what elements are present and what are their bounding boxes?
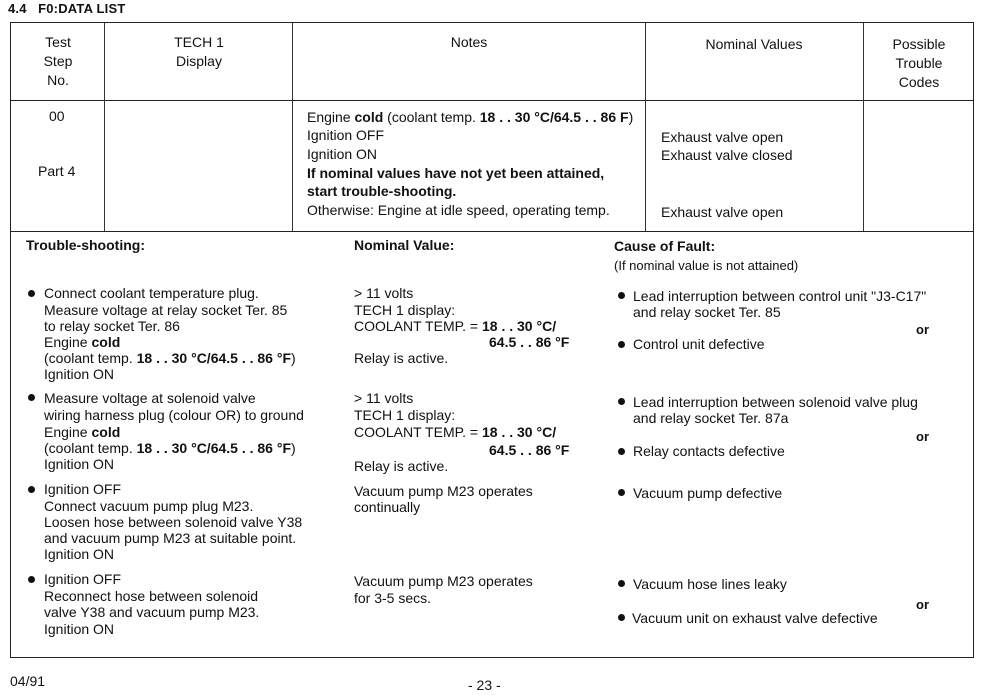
step-number: 00 [49, 108, 65, 124]
cause-text: and relay socket Ter. 87a [633, 410, 789, 426]
header-trouble-codes-line: Possible [892, 36, 946, 52]
nominal-label: COOLANT TEMP. = [354, 318, 482, 334]
troubleshooting-step: Connect vacuum pump plug M23. [44, 498, 254, 514]
nominal-text: Relay is active. [354, 350, 449, 366]
troubleshooting-step: Connect coolant temperature plug. [44, 285, 259, 301]
cause-text: Lead interruption between control unit "J3-C17" [633, 288, 927, 304]
step-bold: cold [91, 424, 121, 440]
nominal-value-heading: Nominal Value: [354, 237, 455, 253]
troubleshooting-step: Measure voltage at relay socket Ter. 85 [44, 302, 288, 318]
cause-heading: Cause of Fault: [614, 238, 716, 254]
notes-line: Ignition ON [307, 146, 378, 162]
bullet-icon [618, 341, 625, 348]
section-title: F0:DATA LIST [38, 1, 126, 16]
notes-line: start trouble-shooting. [307, 183, 457, 199]
header-trouble-codes-line: Codes [898, 74, 940, 90]
or-label: or [916, 429, 929, 444]
cause-text: and relay socket Ter. 85 [633, 304, 781, 320]
nominal-value: Exhaust valve closed [661, 147, 793, 163]
cause-text: Lead interruption between solenoid valve plug [633, 394, 918, 410]
footer-date: 04/91 [10, 673, 46, 689]
troubleshooting-step: valve Y38 and vacuum pump M23. [44, 604, 260, 620]
step-bold: cold [91, 334, 121, 350]
header-tech1 [150, 33, 248, 71]
header-test-step-line: No. [47, 72, 69, 88]
notes-text: ) [628, 109, 634, 125]
nominal-bold: 18 . . 30 °C/ [482, 318, 557, 334]
troubleshooting-step: Ignition ON [44, 366, 115, 382]
notes-line: Otherwise: Engine at idle speed, operating temp. [307, 202, 610, 218]
notes-bold: cold [354, 109, 384, 125]
notes-bold: 18 . . 30 °C/64.5 . . 86 F [479, 109, 629, 125]
troubleshooting-step: wiring harness plug (colour OR) to ground [44, 407, 304, 423]
col-divider-2 [292, 23, 293, 231]
notes-text: (coolant temp. [383, 109, 480, 125]
nominal-text: for 3-5 secs. [354, 590, 432, 606]
section-heading [8, 1, 125, 16]
cause-subheading: (If nominal value is not attained) [614, 258, 799, 273]
col-divider-3 [645, 23, 646, 231]
troubleshooting-step: Ignition ON [44, 546, 115, 562]
nominal-label: COOLANT TEMP. = [354, 424, 482, 440]
bullet-icon [28, 290, 35, 297]
cause-text: Vacuum hose lines leaky [633, 576, 787, 592]
bullet-icon [618, 398, 625, 405]
cause-text: Vacuum pump defective [633, 485, 783, 501]
bullet-icon [618, 448, 625, 455]
notes-line [307, 108, 633, 127]
troubleshooting-step: Measure voltage at solenoid valve [44, 390, 256, 406]
nominal-text: > 11 volts [354, 285, 414, 301]
troubleshooting-heading: Trouble-shooting: [26, 237, 145, 253]
step-bold: 18 . . 30 °C/64.5 . . 86 °F [136, 440, 291, 456]
troubleshooting-step: Ignition ON [44, 621, 115, 637]
header-tech1-line: TECH 1 [174, 34, 224, 50]
step-text: ) [291, 440, 296, 456]
nominal-text: TECH 1 display: [354, 407, 456, 423]
header-tech1-line: Display [176, 53, 222, 69]
nominal-value: Exhaust valve open [661, 129, 784, 145]
step-text: (coolant temp. [44, 440, 137, 456]
nominal-text: 64.5 . . 86 °F [489, 334, 570, 350]
header-test-step-line: Step [43, 53, 73, 69]
col-divider-4 [863, 23, 864, 231]
header-trouble-codes [870, 35, 968, 92]
step-text: Engine [44, 424, 92, 440]
troubleshooting-step: Loosen hose between solenoid valve Y38 [44, 514, 303, 530]
bullet-icon [618, 614, 625, 621]
nominal-text: 64.5 . . 86 °F [489, 442, 570, 458]
troubleshooting-step: Ignition OFF [44, 481, 122, 497]
notes-line: If nominal values have not yet been attained, [307, 165, 605, 181]
header-nominal-values: Nominal Values [705, 36, 803, 52]
notes-text: Engine [307, 109, 355, 125]
step-bold: 18 . . 30 °C/64.5 . . 86 °F [136, 350, 291, 366]
nominal-text [354, 423, 556, 442]
nominal-text: TECH 1 display: [354, 302, 456, 318]
nominal-value: Exhaust valve open [661, 204, 784, 220]
header-test-step-line: Test [45, 34, 71, 50]
bullet-icon [618, 292, 625, 299]
step-text: ) [291, 350, 296, 366]
section-number: 4.4 [8, 1, 27, 16]
troubleshooting-step: Ignition ON [44, 456, 115, 472]
bullet-icon [28, 486, 35, 493]
bullet-icon [618, 489, 625, 496]
step-part: Part 4 [38, 163, 76, 179]
troubleshooting-step: and vacuum pump M23 at suitable point. [44, 530, 297, 546]
header-notes: Notes [450, 34, 488, 50]
cause-text: Control unit defective [633, 336, 765, 352]
cause-text: Relay contacts defective [633, 443, 785, 459]
nominal-text: > 11 volts [354, 390, 414, 406]
or-label: or [916, 322, 929, 337]
nominal-text: continually [354, 499, 421, 515]
nominal-text: Relay is active. [354, 458, 449, 474]
nominal-text: Vacuum pump M23 operates [354, 573, 533, 589]
step-text: (coolant temp. [44, 350, 137, 366]
section-divider [10, 231, 974, 232]
cause-text: Vacuum unit on exhaust valve defective [632, 610, 878, 626]
step-text: Engine [44, 334, 92, 350]
page-number: - 23 - [468, 677, 501, 693]
bullet-icon [28, 394, 35, 401]
header-test-step [20, 33, 96, 90]
troubleshooting-step: Ignition OFF [44, 571, 122, 587]
header-divider [10, 100, 974, 101]
bullet-icon [28, 576, 35, 583]
col-divider-1 [104, 23, 105, 231]
header-trouble-codes-line: Trouble [895, 55, 943, 71]
or-label: or [916, 597, 929, 612]
bullet-icon [618, 580, 625, 587]
troubleshooting-step: Reconnect hose between solenoid [44, 588, 259, 604]
notes-line: Ignition OFF [307, 127, 385, 143]
troubleshooting-step: to relay socket Ter. 86 [44, 318, 180, 334]
nominal-bold: 18 . . 30 °C/ [482, 424, 557, 440]
nominal-text: Vacuum pump M23 operates [354, 483, 533, 499]
